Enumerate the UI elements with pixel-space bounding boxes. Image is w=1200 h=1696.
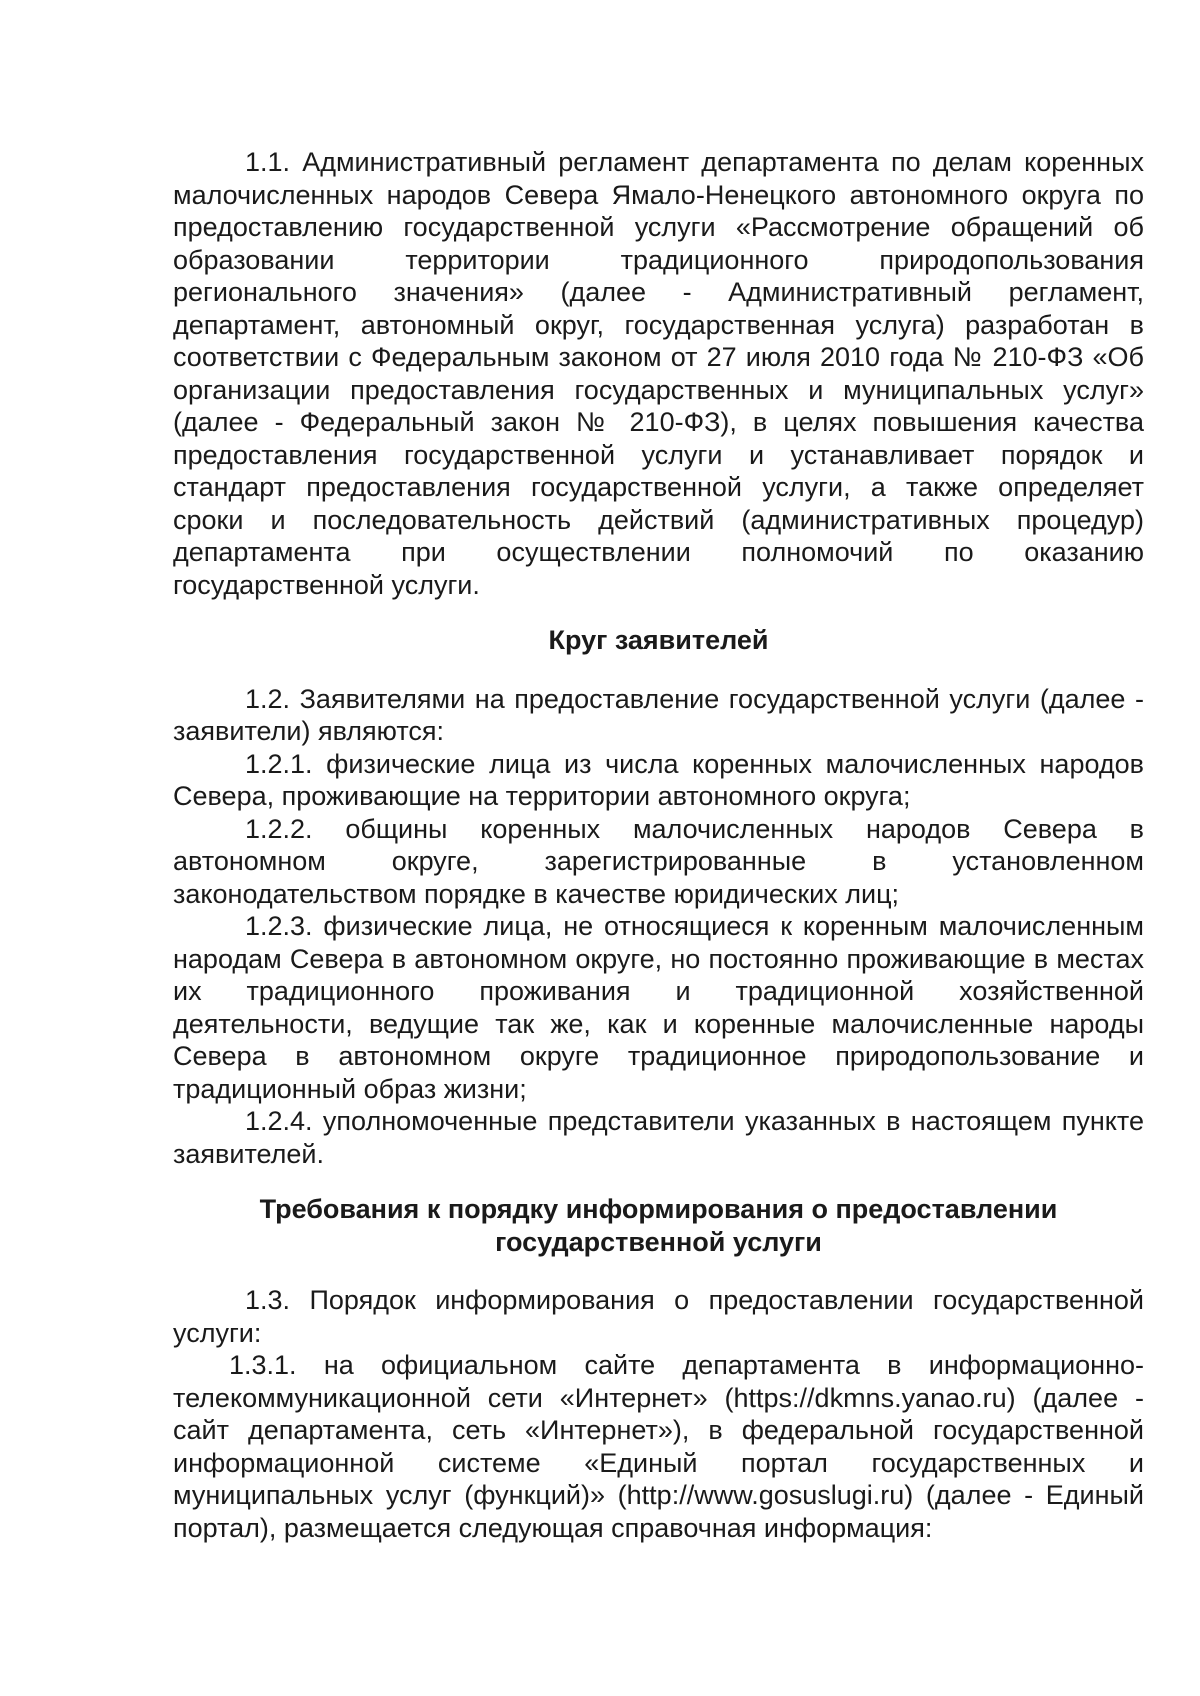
document-body: [173, 146, 1144, 1544]
spacer: [173, 1170, 1144, 1193]
paragraph-1-1: 1.1. Административный регламент департамента по делам коренных малочисленных народов Севера Ямало-Ненецкого автономного округа по предоставлению государственной услуги «Рассмотрение обращений об образовании территории традиционного природопользования регионального значения» (далее - Административный регламент, департамент, автономный округ, государственная услуга) разработан в соответствии с Федеральным законом от 27 июля 2010 года № 210-ФЗ «Об организации предоставления государственных и муниципальных услуг» (далее - Федеральный закон № 210-ФЗ), в целях повышения качества предоставления государственной услуги и устанавливает порядок и стандарт предоставления государственной услуги, а также определяет сроки и последовательность действий (административных процедур) департамента при осуществлении полномочий по оказанию государственной услуги.: [173, 147, 1144, 600]
paragraph-1-2-2: 1.2.2. общины коренных малочисленных народов Севера в автономном округе, зарегистрированные в установленном законодательством порядке в качестве юридических лиц;: [173, 813, 1144, 909]
paragraph-1-2-4: 1.2.4. уполномоченные представители указанных в настоящем пункте заявителей.: [173, 1106, 1144, 1169]
section-heading-requirements-line2: государственной услуги: [495, 1226, 822, 1257]
spacer: [173, 657, 1144, 683]
paragraph-1-2: 1.2. Заявителями на предоставление государственной услуги (далее - заявители) являются:: [173, 683, 1144, 746]
section-heading-requirements: [173, 1193, 1144, 1258]
spacer: [173, 1258, 1144, 1284]
paragraph-1-3: 1.3. Порядок информирования о предоставлении государственной услуги:: [173, 1285, 1144, 1348]
section-heading-requirements-line1: Требования к порядку информирования о предоставлении: [259, 1194, 1058, 1224]
paragraph-1-2-1: 1.2.1. физические лица из числа коренных малочисленных народов Севера, проживающие на территории автономного округа;: [173, 748, 1144, 811]
paragraph-1-3-1: 1.3.1. на официальном сайте департамента в информационно-телекоммуникационной сети «Интернет» (https://dkmns.yanao.ru) (далее - сайт департамента, сеть «Интернет»), в федеральной государственной информационной системе «Единый портал государственных и муниципальных услуг (функций)» (http://www.gosuslugi.ru) (далее - Единый портал), размещается следующая справочная информация:: [173, 1350, 1144, 1543]
paragraph-1-2-3: 1.2.3. физические лица, не относящиеся к коренным малочисленным народам Севера в автономном округе, но постоянно проживающие в местах их традиционного проживания и традиционной хозяйственной деятельности, ведущие так же, как и коренные малочисленные народы Севера в автономном округе традиционное природопользование и традиционный образ жизни;: [173, 911, 1144, 1104]
spacer: [173, 601, 1144, 624]
section-heading-applicants: Круг заявителей: [548, 625, 769, 655]
